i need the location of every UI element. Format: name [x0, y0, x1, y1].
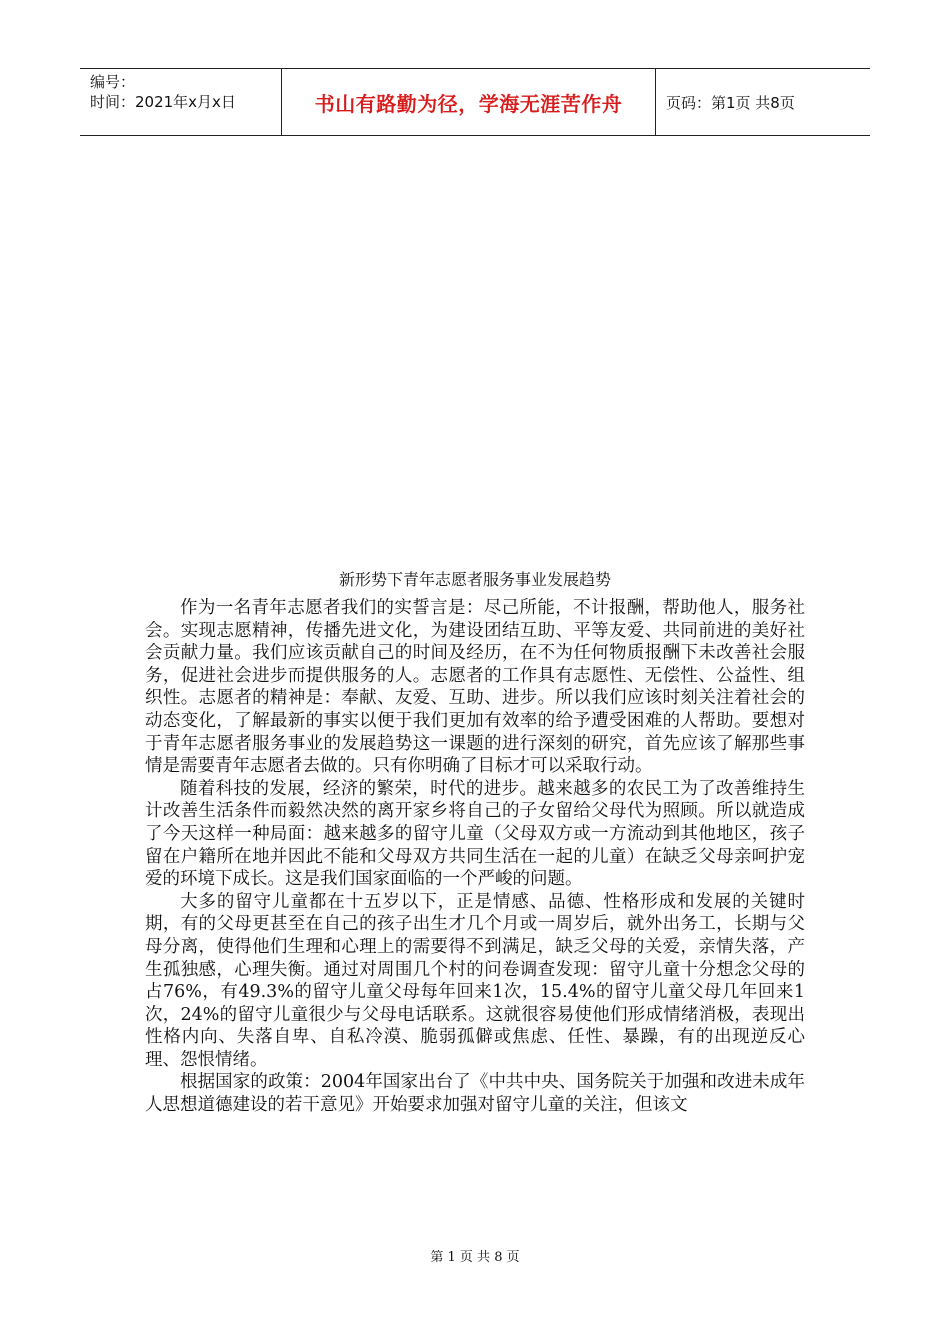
document-header	[80, 68, 870, 136]
motto-text: 书山有路勤为径，学海无涯苦作舟	[314, 91, 623, 116]
paragraph: 随着科技的发展，经济的繁荣，时代的进步。越来越多的农民工为了改善维持生计改善生活条件而毅然决然的离开家乡将自己的子女留给父母代为照顾。所以就造成了今天这样一种局面：越来越多的留守儿童（父母双方或一方流动到其他地区，孩子留在户籍所在地并因此不能和父母双方共同生活在一起的儿童）在缺乏父母亲呵护宠爱的环境下成长。这是我们国家面临的一个严峻的问题。	[145, 778, 805, 890]
header-meta	[80, 69, 282, 135]
document-title: 新形势下青年志愿者服务事业发展趋势	[338, 570, 611, 589]
number-label: 编号：	[90, 73, 136, 91]
date-label: 时间：2021年x月x日	[90, 93, 236, 111]
page-number-label: 页码：第1页 共8页	[666, 93, 795, 112]
paragraph: 根据国家的政策：2004年国家出台了《中共中央、国务院关于加强和改进未成年人思想道德建设的若干意见》开始要求加强对留守儿童的关注，但该文	[145, 1072, 805, 1116]
header-motto-cell	[282, 69, 656, 135]
document-body	[145, 597, 805, 1117]
page-footer: 第 1 页 共 8 页	[430, 1250, 520, 1265]
header-page-cell	[656, 69, 870, 135]
paragraph: 大多的留守儿童都在十五岁以下，正是情感、品德、性格形成和发展的关键时期，有的父母更甚至在自己的孩子出生才几个月或一周岁后，就外出务工，长期与父母分离，使得他们生理和心理上的需要得不到满足，缺乏父母的关爱，亲情失落，产生孤独感，心理失衡。通过对周围几个村的问卷调查发现：留守儿童十分想念父母的占76%，有49.3%的留守儿童父母每年回来1次，15.4%的留守儿童父母几年回来1次，24%的留守儿童很少与父母电话联系。这就很容易使他们形成情绪消极，表现出性格内向、失落自卑、自私冷漠、脆弱孤僻或焦虑、任性、暴躁，有的出现逆反心理、怨恨情绪。	[145, 891, 805, 1070]
paragraph: 作为一名青年志愿者我们的实誓言是：尽己所能，不计报酬，帮助他人，服务社会。实现志愿精神，传播先进文化，为建设团结互助、平等友爱、共同前进的美好社会贡献力量。我们应该贡献自己的时间及经历，在不为任何物质报酬下未改善社会服务，促进社会进步而提供服务的人。志愿者的工作具有志愿性、无偿性、公益性、组织性。志愿者的精神是：奉献、友爱、互助、进步。所以我们应该时刻关注着社会的动态变化，了解最新的事实以便于我们更加有效率的给予遭受困难的人帮助。要想对于青年志愿者服务事业的发展趋势这一课题的进行深刻的研究，首先应该了解那些事情是需要青年志愿者去做的。只有你明确了目标才可以采取行动。	[145, 598, 805, 777]
